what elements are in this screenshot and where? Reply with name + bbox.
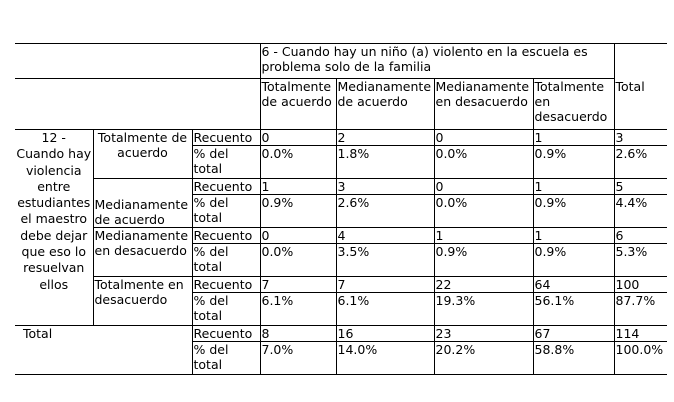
stat-label: Recuento <box>192 130 260 146</box>
stat-label: Recuento <box>192 228 260 244</box>
stat-label: % del total <box>192 244 260 277</box>
cell: 0.9% <box>260 195 336 228</box>
cell: 1 <box>260 179 336 195</box>
cell: 1 <box>533 130 614 146</box>
cell: 19.3% <box>434 293 533 326</box>
stat-label: % del total <box>192 146 260 179</box>
col-header: Medianamente de acuerdo <box>336 79 434 130</box>
cell: 0.0% <box>260 244 336 277</box>
cell: 114 <box>614 326 667 342</box>
cell: 0.9% <box>434 244 533 277</box>
cell: 7 <box>260 277 336 293</box>
cell: 3.5% <box>336 244 434 277</box>
question12-label: 12 - Cuando hay violencia entre estudiantes el maestro debe dejar que eso lo resuelvan ellos <box>15 130 93 326</box>
cell: 6.1% <box>260 293 336 326</box>
row-label: Medianamente en desacuerdo <box>93 228 192 277</box>
cell: 5 <box>614 179 667 195</box>
cell: 22 <box>434 277 533 293</box>
stat-label: % del total <box>192 342 260 375</box>
cell: 67 <box>533 326 614 342</box>
cell: 0 <box>260 130 336 146</box>
cell: 2.6% <box>336 195 434 228</box>
cell: 1.8% <box>336 146 434 179</box>
stat-label: % del total <box>192 195 260 228</box>
total-row-label: Total <box>15 326 192 375</box>
cell: 1 <box>434 228 533 244</box>
cell: 6 <box>614 228 667 244</box>
cell: 0.9% <box>533 244 614 277</box>
cell: 5.3% <box>614 244 667 277</box>
cell: 16 <box>336 326 434 342</box>
cell: 64 <box>533 277 614 293</box>
cell: 1 <box>533 179 614 195</box>
crosstab-table <box>15 43 667 375</box>
cell: 2.6% <box>614 146 667 179</box>
col-header: Totalmente de acuerdo <box>260 79 336 130</box>
cell: 1 <box>533 228 614 244</box>
cell: 0 <box>434 130 533 146</box>
cell: 0 <box>260 228 336 244</box>
cell: 23 <box>434 326 533 342</box>
header-corner-lower <box>15 79 260 130</box>
cell: 100.0% <box>614 342 667 375</box>
cell: 14.0% <box>336 342 434 375</box>
cell: 3 <box>614 130 667 146</box>
header-corner <box>15 44 260 79</box>
col-header: Medianamente en desacuerdo <box>434 79 533 130</box>
question6-header: 6 - Cuando hay un niño (a) violento en la escuela es problema solo de la familia <box>260 44 614 79</box>
cell: 3 <box>336 179 434 195</box>
stat-label: Recuento <box>192 179 260 195</box>
cell: 0.0% <box>260 146 336 179</box>
cell: 7 <box>336 277 434 293</box>
cell: 4.4% <box>614 195 667 228</box>
total-column-header: Total <box>614 44 667 130</box>
cell: 100 <box>614 277 667 293</box>
cell: 0.9% <box>533 146 614 179</box>
cell: 0.0% <box>434 195 533 228</box>
cell: 6.1% <box>336 293 434 326</box>
cell: 0 <box>434 179 533 195</box>
stat-label: Recuento <box>192 326 260 342</box>
row-label: Totalmente de acuerdo <box>93 130 192 179</box>
cell: 4 <box>336 228 434 244</box>
cell: 2 <box>336 130 434 146</box>
row-label: Medianamente de acuerdo <box>93 179 192 228</box>
cell: 20.2% <box>434 342 533 375</box>
col-header: Totalmente en desacuerdo <box>533 79 614 130</box>
cell: 58.8% <box>533 342 614 375</box>
cell: 7.0% <box>260 342 336 375</box>
cell: 0.9% <box>533 195 614 228</box>
cell: 0.0% <box>434 146 533 179</box>
cell: 87.7% <box>614 293 667 326</box>
stat-label: % del total <box>192 293 260 326</box>
cell: 56.1% <box>533 293 614 326</box>
row-label: Totalmente en desacuerdo <box>93 277 192 326</box>
stat-label: Recuento <box>192 277 260 293</box>
cell: 8 <box>260 326 336 342</box>
